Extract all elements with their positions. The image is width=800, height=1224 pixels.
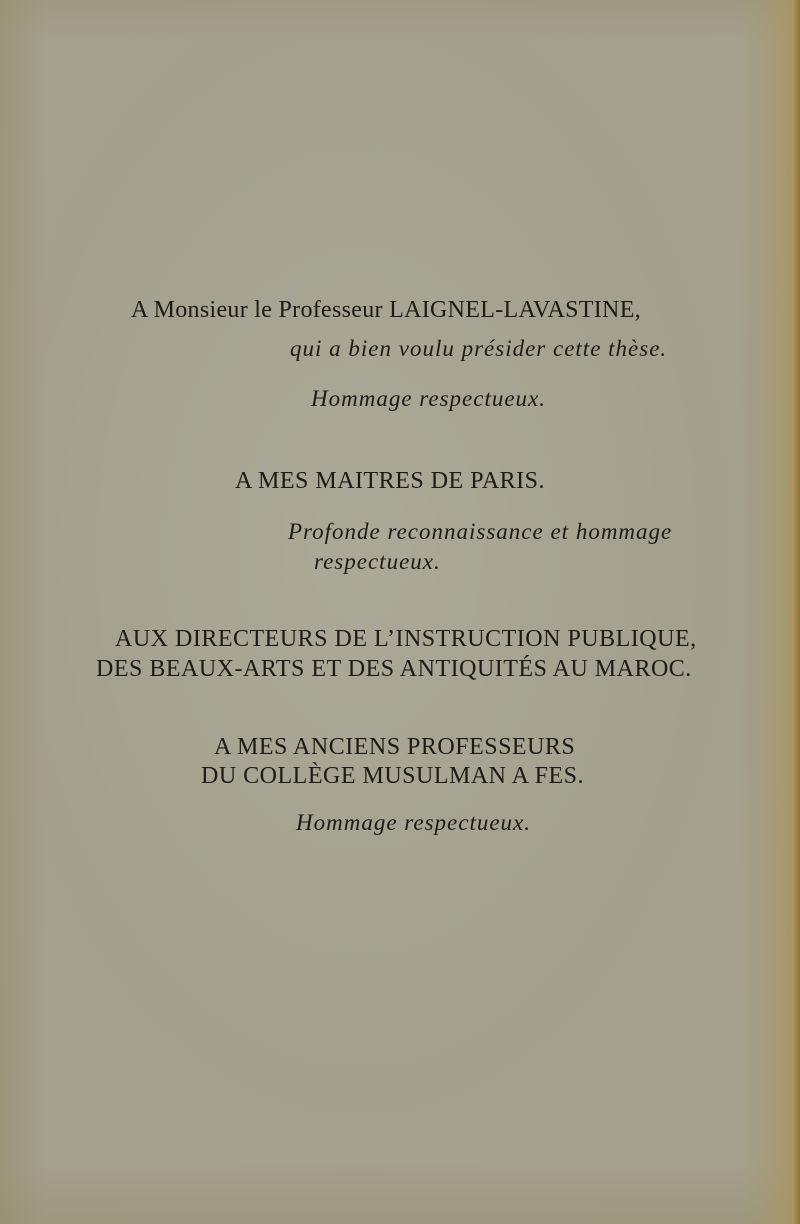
dedication-laignel-subline: qui a bien voulu présider cette thèse.: [290, 336, 668, 361]
dedication-maroc-line2: DES BEAUX-ARTS ET DES ANTIQUITÉS AU MAROC.: [96, 656, 692, 682]
dedication-laignel-heading: A Monsieur le Professeur LAIGNEL-LAVASTINE,: [131, 297, 641, 323]
dedication-fes-line2: DU COLLÈGE MUSULMAN A FES.: [201, 763, 585, 789]
dedication-maroc-line1: AUX DIRECTEURS DE L’INSTRUCTION PUBLIQUE,: [115, 626, 697, 652]
dedication-laignel-homage: Hommage respectueux.: [311, 386, 547, 411]
dedication-fes-homage: Hommage respectueux.: [296, 810, 532, 835]
dedication-fes-line1: A MES ANCIENS PROFESSEURS: [214, 734, 576, 760]
dedication-paris-line-cont: respectueux.: [314, 549, 441, 574]
page-edge: [792, 0, 800, 1224]
dedication-paris-line: Profonde reconnaissance et hommage: [288, 519, 673, 544]
dedication-paris-heading: A MES MAITRES DE PARIS.: [235, 468, 546, 494]
